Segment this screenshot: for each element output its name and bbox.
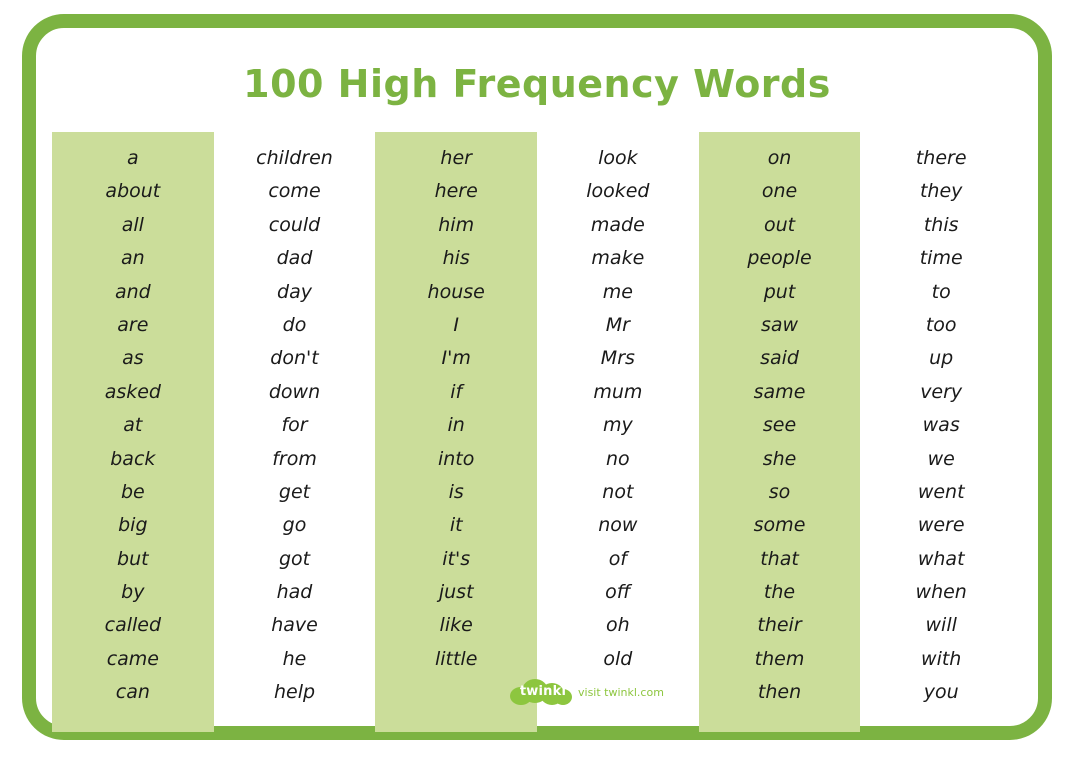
word-item: oh xyxy=(606,614,630,637)
word-item: children xyxy=(256,147,333,169)
logo-wordmark: twinkl xyxy=(519,684,567,699)
word-item: what xyxy=(917,547,965,570)
word-columns xyxy=(52,132,1022,732)
word-item: this xyxy=(923,213,959,236)
word-item: came xyxy=(106,647,159,670)
word-item: time xyxy=(919,247,963,270)
word-item: had xyxy=(276,581,313,604)
word-item: it's xyxy=(442,547,471,570)
word-item: went xyxy=(917,480,965,503)
word-item: at xyxy=(123,414,143,437)
word-item: my xyxy=(602,414,633,437)
word-item: into xyxy=(437,447,475,470)
word-item: be xyxy=(120,480,145,503)
word-item: her xyxy=(440,147,472,169)
word-item: are xyxy=(117,313,149,336)
word-item: get xyxy=(278,480,311,503)
word-item: it xyxy=(449,514,463,537)
word-item: is xyxy=(448,480,464,503)
word-item: their xyxy=(757,614,802,637)
word-item: them xyxy=(754,647,805,670)
word-mat xyxy=(22,14,1052,740)
word-item: then xyxy=(757,681,802,704)
word-item: as xyxy=(122,347,144,370)
word-item: me xyxy=(602,280,633,303)
word-item: out xyxy=(763,213,796,236)
word-item: all xyxy=(121,213,144,236)
word-item: about xyxy=(105,180,161,203)
word-item: have xyxy=(271,614,318,637)
word-item: little xyxy=(434,647,478,670)
word-item: by xyxy=(121,581,145,604)
word-item: like xyxy=(439,614,473,637)
word-item: help xyxy=(273,681,316,704)
word-item: Mr xyxy=(605,313,630,336)
word-column xyxy=(52,132,214,732)
word-item: made xyxy=(590,213,645,236)
word-item: with xyxy=(921,647,962,670)
word-item: mum xyxy=(593,380,643,403)
word-item: here xyxy=(434,180,478,203)
word-item: him xyxy=(438,213,475,236)
word-item: looked xyxy=(586,180,650,203)
word-item: day xyxy=(277,280,312,303)
word-item: from xyxy=(272,447,317,470)
word-item: some xyxy=(753,514,806,537)
word-item: he xyxy=(282,647,307,670)
word-item: big xyxy=(118,514,148,537)
word-item: said xyxy=(760,347,799,370)
word-column xyxy=(537,132,699,732)
word-item: now xyxy=(598,514,638,537)
word-item: was xyxy=(922,414,960,437)
word-item: can xyxy=(115,681,150,704)
twinkl-logo xyxy=(510,674,670,710)
word-item: put xyxy=(763,280,796,303)
word-item: down xyxy=(268,380,321,403)
word-item: too xyxy=(925,313,957,336)
word-item: no xyxy=(606,447,630,470)
word-item: will xyxy=(925,614,957,637)
word-item: got xyxy=(278,547,311,570)
word-item: back xyxy=(110,447,156,470)
word-column xyxy=(699,132,861,732)
word-item: go xyxy=(282,514,307,537)
word-item: there xyxy=(915,147,967,169)
word-item: one xyxy=(761,180,798,203)
word-item: when xyxy=(915,581,967,604)
word-item: I xyxy=(453,313,459,336)
word-item: his xyxy=(442,247,470,270)
word-item: do xyxy=(282,313,307,336)
word-item: come xyxy=(268,180,321,203)
word-item: were xyxy=(917,514,965,537)
cloud-icon xyxy=(510,677,572,707)
word-item: and xyxy=(114,280,151,303)
word-item: we xyxy=(927,447,955,470)
word-item: same xyxy=(753,380,806,403)
word-item: people xyxy=(747,247,812,270)
word-item: don't xyxy=(270,347,319,370)
page-title: 100 High Frequency Words xyxy=(243,62,831,106)
word-item: that xyxy=(760,547,799,570)
word-column xyxy=(214,132,376,732)
word-item: off xyxy=(605,581,631,604)
word-item: look xyxy=(598,147,638,169)
word-item: make xyxy=(591,247,645,270)
word-item: very xyxy=(920,380,963,403)
word-item: not xyxy=(602,480,634,503)
word-column xyxy=(375,132,537,732)
word-item: called xyxy=(104,614,162,637)
word-item: up xyxy=(929,347,954,370)
word-item: just xyxy=(438,581,474,604)
word-item: could xyxy=(268,213,321,236)
word-item: if xyxy=(450,380,463,403)
word-item: so xyxy=(768,480,791,503)
word-item: on xyxy=(767,147,792,169)
word-item: old xyxy=(603,647,633,670)
word-item: of xyxy=(608,547,628,570)
word-item: but xyxy=(117,547,149,570)
word-item: Mrs xyxy=(600,347,635,370)
word-item: in xyxy=(447,414,465,437)
word-item: asked xyxy=(104,380,161,403)
word-item: to xyxy=(931,280,951,303)
word-item: they xyxy=(919,180,963,203)
word-item: she xyxy=(762,447,797,470)
word-item: dad xyxy=(276,247,313,270)
word-column xyxy=(860,132,1022,732)
word-item: see xyxy=(762,414,797,437)
word-item: house xyxy=(427,280,485,303)
word-item: for xyxy=(281,414,308,437)
word-item: an xyxy=(120,247,145,270)
word-item: the xyxy=(763,581,796,604)
word-item: a xyxy=(127,147,139,169)
word-item: you xyxy=(923,681,959,704)
word-item: saw xyxy=(760,313,799,336)
logo-caption: visit twinkl.com xyxy=(578,685,664,699)
word-item: I'm xyxy=(441,347,471,370)
